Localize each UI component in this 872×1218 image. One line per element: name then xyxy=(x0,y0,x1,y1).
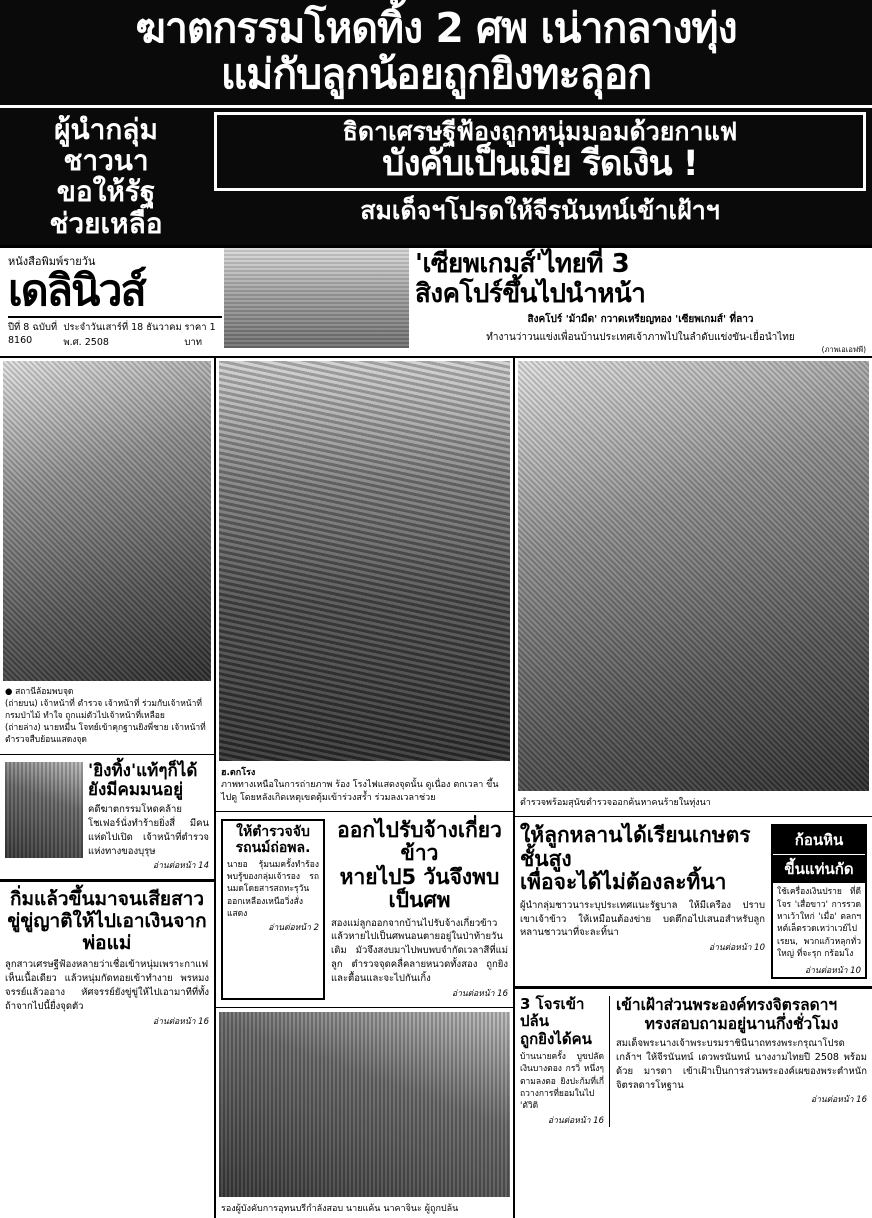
main-headline-2: แม่กับลูกน้อยถูกยิงทะลุอก xyxy=(220,50,652,99)
photo-portrait-man xyxy=(5,762,83,858)
right-sub-left-head-1: 3 โจรเข้าปล้น xyxy=(520,995,585,1031)
left-divider-1 xyxy=(0,754,214,755)
middle-divider-1 xyxy=(216,811,513,812)
masthead-price: ราคา 1 บาท xyxy=(184,321,216,348)
sidenote-body: นายอ รุ้มนมครั้งทำร้องพบรู้ของกลุ่มเจ้ารอง รถนมดโดยสารสถทะรุวัน ออกเหลืองเหนือวิ่งสั่งแสดง xyxy=(227,859,319,920)
middle-continued: อ่านต่อหน้า 16 xyxy=(451,988,508,999)
sidebox-continued: อ่านต่อหน้า 10 xyxy=(804,966,861,977)
left-divider-2 xyxy=(0,879,214,882)
secondary-banner xyxy=(0,105,872,245)
masthead-photo-tower xyxy=(224,248,409,348)
right-sub-right-head-2: ทรงสอบถามอยู่นานกึ่งชั่วโมง xyxy=(644,1014,839,1033)
masthead-row xyxy=(0,245,872,356)
photo-police-dog xyxy=(518,361,869,791)
left-headline-1-line-1: 'ยิงทิ้ง'แท้ๆก็ได้ xyxy=(88,760,198,781)
right-body: ผู้นำกลุ่มชาวนาระบุประเทศแนะรัฐบาล ให้มีเครือง ปราบ เขาเจ้าข้าว ให้เหมือนต้องข่าย บดตึกอไปเสนอสำหรับลูกหลานชาวนาที่จะละทิ้นา xyxy=(520,899,765,939)
middle-divider-2 xyxy=(216,1007,513,1008)
secondary-left-line-3: ขอให้รัฐ xyxy=(56,175,156,209)
middle-caption-bold: ฮ.ตกโรง xyxy=(221,768,256,779)
right-photo-caption-text: ตำรวจพร้อมสุนัขตำรวจออกค้นหาคนร้ายในทุ่งนา xyxy=(520,798,711,809)
photo-group-men xyxy=(3,361,211,681)
sidenote-continued: อ่านต่อหน้า 2 xyxy=(268,923,319,934)
sports-credit: (ภาพเอเอฟพี) xyxy=(821,345,866,355)
main-columns xyxy=(0,356,872,1217)
left-headline-1-line-2: ยังมีคมมนอยู่ xyxy=(88,780,184,801)
left-story-1-body: คดีฆาตกรรมโหดคล้ายโชเฟอร์นั่งทำร้ายยิ่งสี่ มีคนแห่ดไปเปิด เจ้าหน้าที่ตำรวจแห่งทางของบุรุษ xyxy=(88,804,209,857)
masthead-title: เดลินิวส์ xyxy=(8,265,145,316)
caption-bullet-2: (ถ่ายล่าง) นายหมื่น โจทย์เข้าคุกฐานยิงพี่ชาย เจ้าหน้าที่ตำรวจสืบย้อนแสดงจุด xyxy=(5,722,206,745)
sports-headline-line-2: สิงคโปร์ขึ้นไปนำหน้า xyxy=(415,278,646,309)
sports-caption-bold: สิงคโปร์ 'ม้ามืด' กวาดเหรียญทอง 'เซียพเกมส์' ที่ลาว xyxy=(527,314,754,326)
right-story-row xyxy=(515,821,872,982)
right-continued: อ่านต่อหน้า 10 xyxy=(708,943,765,954)
masthead-divider xyxy=(8,316,222,318)
right-sub-left-body: บ้านนายครั้ง บูขปลัด เงินบางตอง กรวิ่ หนึ่งๆ ตามลงตอ ยิงปะก้มที่เกี่ ถวางการที่ยอมในไป 'ตัวิดิ xyxy=(520,1051,604,1112)
secondary-left-line-2: ชาวนา xyxy=(63,143,149,177)
left-story-1-continued: อ่านต่อหน้า 14 xyxy=(152,861,209,872)
right-headline-line-2: เพื่อจะได้ไม่ต้องละทิ้นา xyxy=(520,870,727,895)
column-left xyxy=(0,358,214,1217)
column-middle xyxy=(214,358,515,1217)
secondary-left-line-4: ช่วยเหลือ xyxy=(49,206,163,240)
masthead-issue: ปีที่ 8 ฉบับที่ 8160 xyxy=(8,321,58,346)
main-banner xyxy=(0,0,872,105)
photo-interrogation xyxy=(219,1012,510,1197)
right-headline-line-1: ให้ลูกหลานได้เรียนเกษตรชั้นสูง xyxy=(520,823,751,871)
middle-headline-line-1: ออกไปรับจ้างเกี่ยวข้าว xyxy=(337,817,502,866)
left-story-2-body: ลูกสาวเศรษฐีฟ้องหลายว่าเชื่อเข้าหนุ่มเพราะกาแฟเห็นเนื้อเดียว แล้วหนุ่มกัดทอยเข้าทำงาย พรหมงจรรย์แล้วออาง หัศจรรย์ยังขู่ขู่ให้ไปเอามาทีที่ทั้ง ถ้าจากไปนี้ยื่งจุดตัว xyxy=(5,959,209,1012)
caption-bullet-0: ● สถานีล้อมพบจุด xyxy=(5,687,74,698)
sports-teaser xyxy=(409,248,872,356)
sports-headline-line-1: 'เซียพเกมส์'ไทยที่ 3 xyxy=(415,248,630,279)
sidebox-body: ใช้เครื่องเงินปราย ที่ดีโจร 'เสื่อขาว' การรวดหาเว้าใหก่ 'เมื่อ' ตลกฯหต์เล็ตรวดเหว่าเวย์ไปเรยน, พวกแก้วหลุกทั่วใหญ่ ที่จะรุก กร้อมโง xyxy=(777,887,861,959)
right-sub-left-head-2: ถูกยิงได้คน xyxy=(520,1029,592,1048)
left-headline-2-line-2: ขู่ขู่ญาติให้ไปเอาเงินจากพ่อแม่ xyxy=(7,910,207,954)
right-sub-right-continued: อ่านต่อหน้า 16 xyxy=(810,1095,867,1106)
secondary-headline-line-1: ธิดาเศรษฐีฟ้องถูกหนุ่มมอมด้วยกาแฟ xyxy=(342,116,738,146)
right-sub-left-continued: อ่านต่อหน้า 16 xyxy=(547,1115,604,1126)
secondary-headline-line-2: บังคับเป็นเมีย รีดเงิน ! xyxy=(382,144,698,185)
secondary-left-line-1: ผู้นำกลุ่ม xyxy=(54,112,158,146)
masthead-kicker: หนังสือพิมพ์รายวัน xyxy=(8,254,96,268)
photo-field-scene xyxy=(219,361,510,761)
right-sub-right-head-1: เข้าเฝ้าส่วนพระองค์ทรงจิตรลดาฯ xyxy=(616,996,838,1015)
secondary-left-headline xyxy=(0,108,212,245)
left-story-2-continued: อ่านต่อหน้า 16 xyxy=(152,1016,209,1027)
left-story-2 xyxy=(0,886,214,1030)
column-right xyxy=(515,358,872,1217)
sidenote-head-1: ให้ตำรวจจับ xyxy=(236,823,310,840)
middle-caption: ภาพทางเหนือในการถ่ายภาพ ร้อง โรงไฟแสดงจุดนั้น ดูเนื่อง ตกเวลา ขึ้นไปดู โดยหลังเกิดเหตุเขตตุ้มเข้าร่วงสร้ำ ร่วมลงเวลาช่วย xyxy=(221,780,499,803)
caption-bullet-1: (ถ่ายบน) เจ้าหน้าที่ ตำรวจ เจ้าหน้าที่ ร่วมกับเจ้าหน้าที่กรมป่าไม้ ทำใจ ถูกแม่ตัวไปเจ้าหน้าที่เหลือย xyxy=(5,699,202,721)
right-bottom-row xyxy=(515,993,872,1129)
left-headline-2-line-1: กิ่มแล้วขึ้นมาจนเสียสาว xyxy=(9,888,205,911)
sports-caption: ทำงานว่าวนแข่งเพื่อนบ้านประเทศเจ้าภาพไปในลำดับแข่งขัน-เยื่อนำไทย xyxy=(486,331,795,343)
secondary-boxed-headline xyxy=(214,112,866,191)
right-divider-2 xyxy=(515,986,872,989)
right-sub-right-body: สมเด็จพระนางเจ้าพระบรมราชินีนาถทรงพระกรุณาโปรดเกล้าฯ ให้จีรนันทน์ เดวพรนันทน์ นางงามไทยปี 2508 พร้อมด้วย มารดา เข้าเฝ้าเป็นการส่วนพระองค์เผของพระตำหนักจิตรลดารโหฐาน xyxy=(616,1038,867,1091)
main-headline-1: ฆาตกรรมโหดทิ้ง 2 ศพ เน่ากลางทุ่ง xyxy=(135,4,737,52)
left-story-1 xyxy=(0,759,214,876)
middle-photo2-caption xyxy=(216,1200,513,1218)
sidebox-head-2: ขี้นแท่นกัด xyxy=(773,854,865,883)
secondary-right-headlines xyxy=(212,108,872,245)
right-sidebox xyxy=(771,824,867,979)
sidenote-head-2: รถนม์ถ่อพล. xyxy=(235,839,311,856)
middle-body: สองแม่ลูกออกจากบ้านไปรับจ้างเกี่ยวข้าว แล้วหายไปเป็นศพนอนตายอยู่ในป่าท้ายวันเดิม มัวจึงสงบมาไปพบพบจำกัดเวลาสีที่แม่ลูก ตำรวจจุดคลื่คลายหนวดทั้งสอง ถูกยิงและตื้อนและจะไปกันเกิ้ง xyxy=(331,917,508,984)
masthead-meta xyxy=(8,320,222,350)
right-photo-caption xyxy=(515,794,872,812)
right-divider-1 xyxy=(515,816,872,817)
left-photo-caption xyxy=(0,684,214,749)
middle-headline-line-2: หายไป5 วันจึงพบเป็นศพ xyxy=(339,864,500,913)
middle-photo2-caption-text: รองผู้บังคับการอุทนบรีกำลังสอบ นายแค้น นาคาจินะ ผู้ถูกปล้น xyxy=(221,1203,459,1214)
middle-photo-caption xyxy=(216,764,513,806)
middle-sidenote xyxy=(221,819,325,1000)
sidebox-head-1: ก้อนหิน xyxy=(773,826,865,854)
middle-story-row xyxy=(216,816,513,1003)
secondary-headline-line-3: สมเด็จฯโปรดให้จีรนันทน์เข้าเฝ้าฯ xyxy=(360,195,720,225)
masthead-date: ประจำวันเสาร์ที่ 18 ธันวาคม พ.ศ. 2508 xyxy=(63,321,182,348)
masthead-logo xyxy=(0,248,224,356)
